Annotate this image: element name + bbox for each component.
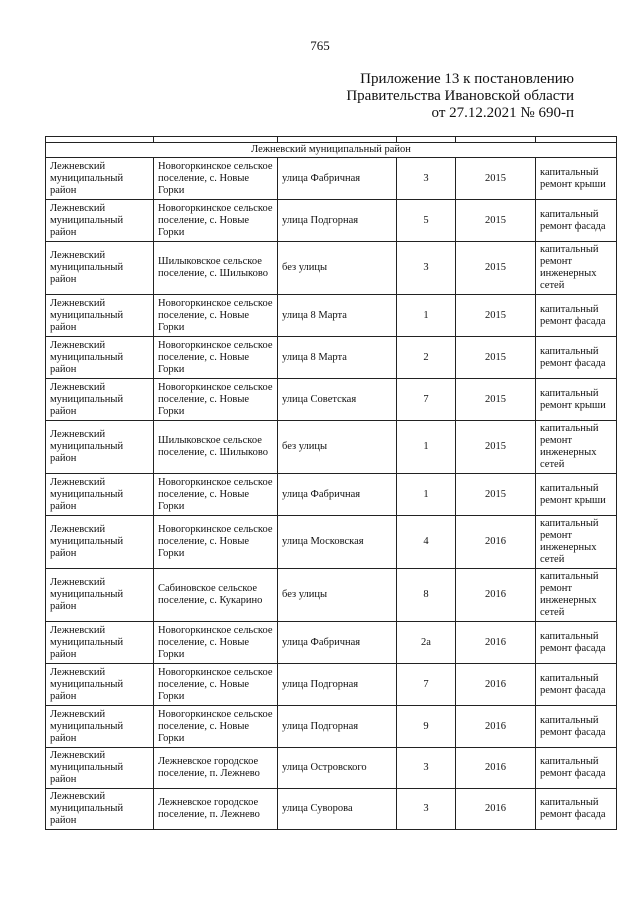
cell-house-number: 3 [397, 242, 456, 295]
cell-settlement: Новогоркинское сельское поселение, с. Новые Горки [154, 474, 278, 516]
cell-work-type: капитальный ремонт фасада [536, 789, 617, 830]
cell-district: Лежневский муниципальный район [46, 295, 154, 337]
cell-district: Лежневский муниципальный район [46, 337, 154, 379]
cell-settlement: Новогоркинское сельское поселение, с. Новые Горки [154, 200, 278, 242]
cell-year: 2015 [456, 295, 536, 337]
cell-work-type: капитальный ремонт крыши [536, 379, 617, 421]
cell-year: 2015 [456, 421, 536, 474]
cell-house-number: 2 [397, 337, 456, 379]
table-row [46, 789, 617, 830]
cell-house-number: 4 [397, 516, 456, 569]
cell-street: улица Фабричная [278, 622, 397, 664]
table-row [46, 569, 617, 622]
table-row [46, 748, 617, 789]
cell-work-type: капитальный ремонт фасада [536, 295, 617, 337]
cell-year: 2015 [456, 337, 536, 379]
cell-house-number: 3 [397, 789, 456, 830]
cell-house-number: 1 [397, 421, 456, 474]
cell-work-type: капитальный ремонт фасада [536, 337, 617, 379]
repair-table [45, 136, 617, 830]
cell-year: 2016 [456, 622, 536, 664]
cell-street: без улицы [278, 421, 397, 474]
cell-settlement: Новогоркинское сельское поселение, с. Новые Горки [154, 664, 278, 706]
cell-house-number: 3 [397, 158, 456, 200]
appendix-line-1: Приложение 13 к постановлению [360, 71, 574, 87]
table-row [46, 200, 617, 242]
cell-work-type: капитальный ремонт фасада [536, 664, 617, 706]
cell-work-type: капитальный ремонт фасада [536, 200, 617, 242]
cell-house-number: 2а [397, 622, 456, 664]
cell-house-number: 7 [397, 664, 456, 706]
cell-settlement: Новогоркинское сельское поселение, с. Новые Горки [154, 516, 278, 569]
cell-work-type: капитальный ремонт инженерных сетей [536, 516, 617, 569]
cell-year: 2016 [456, 664, 536, 706]
cell-district: Лежневский муниципальный район [46, 516, 154, 569]
cell-street: улица Московская [278, 516, 397, 569]
page-number: 765 [310, 38, 330, 53]
cell-settlement: Новогоркинское сельское поселение, с. Новые Горки [154, 622, 278, 664]
table-row [46, 706, 617, 748]
cell-year: 2015 [456, 242, 536, 295]
cell-year: 2016 [456, 789, 536, 830]
cell-street: улица Советская [278, 379, 397, 421]
cell-work-type: капитальный ремонт крыши [536, 158, 617, 200]
cell-settlement: Новогоркинское сельское поселение, с. Новые Горки [154, 379, 278, 421]
cell-house-number: 7 [397, 379, 456, 421]
cell-street: улица Фабричная [278, 158, 397, 200]
cell-district: Лежневский муниципальный район [46, 200, 154, 242]
cell-year: 2016 [456, 569, 536, 622]
table-row [46, 337, 617, 379]
cell-street: улица 8 Марта [278, 337, 397, 379]
cell-settlement: Новогоркинское сельское поселение, с. Новые Горки [154, 337, 278, 379]
cell-year: 2016 [456, 706, 536, 748]
table-row [46, 242, 617, 295]
cell-district: Лежневский муниципальный район [46, 569, 154, 622]
section-header: Лежневский муниципальный район [46, 143, 617, 158]
table-row [46, 295, 617, 337]
cell-work-type: капитальный ремонт инженерных сетей [536, 569, 617, 622]
cell-street: улица Фабричная [278, 474, 397, 516]
cell-settlement: Лежневское городское поселение, п. Лежнево [154, 789, 278, 830]
cell-work-type: капитальный ремонт крыши [536, 474, 617, 516]
cell-year: 2015 [456, 200, 536, 242]
cell-settlement: Лежневское городское поселение, п. Лежнево [154, 748, 278, 789]
cell-settlement: Сабиновское сельское поселение, с. Кукарино [154, 569, 278, 622]
cell-street: улица Суворова [278, 789, 397, 830]
cell-district: Лежневский муниципальный район [46, 158, 154, 200]
table-row [46, 379, 617, 421]
cell-work-type: капитальный ремонт фасада [536, 622, 617, 664]
cell-settlement: Шилыковское сельское поселение, с. Шилыково [154, 421, 278, 474]
cell-work-type: капитальный ремонт фасада [536, 748, 617, 789]
table-row [46, 516, 617, 569]
cell-street: без улицы [278, 569, 397, 622]
cell-year: 2016 [456, 748, 536, 789]
table-row [46, 664, 617, 706]
cell-house-number: 8 [397, 569, 456, 622]
cell-house-number: 3 [397, 748, 456, 789]
cell-settlement: Новогоркинское сельское поселение, с. Новые Горки [154, 295, 278, 337]
cell-settlement: Новогоркинское сельское поселение, с. Новые Горки [154, 706, 278, 748]
cell-year: 2016 [456, 516, 536, 569]
cell-work-type: капитальный ремонт инженерных сетей [536, 242, 617, 295]
cell-year: 2015 [456, 158, 536, 200]
appendix-line-2: Правительства Ивановской области [346, 88, 574, 104]
cell-house-number: 1 [397, 295, 456, 337]
cell-settlement: Шилыковское сельское поселение, с. Шилыково [154, 242, 278, 295]
cell-district: Лежневский муниципальный район [46, 664, 154, 706]
cell-street: улица Подгорная [278, 200, 397, 242]
table-row [46, 622, 617, 664]
cell-work-type: капитальный ремонт инженерных сетей [536, 421, 617, 474]
cell-district: Лежневский муниципальный район [46, 706, 154, 748]
cell-house-number: 1 [397, 474, 456, 516]
cell-house-number: 9 [397, 706, 456, 748]
appendix-heading [346, 71, 574, 122]
cell-street: улица Островского [278, 748, 397, 789]
cell-district: Лежневский муниципальный район [46, 789, 154, 830]
cell-street: улица Подгорная [278, 664, 397, 706]
cell-district: Лежневский муниципальный район [46, 242, 154, 295]
cell-work-type: капитальный ремонт фасада [536, 706, 617, 748]
cell-year: 2015 [456, 379, 536, 421]
table-row [46, 158, 617, 200]
appendix-line-3: от 27.12.2021 № 690-п [431, 105, 574, 121]
table-row [46, 421, 617, 474]
cell-district: Лежневский муниципальный район [46, 474, 154, 516]
cell-year: 2015 [456, 474, 536, 516]
cell-street: улица 8 Марта [278, 295, 397, 337]
cell-district: Лежневский муниципальный район [46, 421, 154, 474]
cell-district: Лежневский муниципальный район [46, 622, 154, 664]
cell-district: Лежневский муниципальный район [46, 379, 154, 421]
cell-street: улица Подгорная [278, 706, 397, 748]
cell-street: без улицы [278, 242, 397, 295]
cell-settlement: Новогоркинское сельское поселение, с. Новые Горки [154, 158, 278, 200]
cell-district: Лежневский муниципальный район [46, 748, 154, 789]
table-row [46, 474, 617, 516]
cell-house-number: 5 [397, 200, 456, 242]
